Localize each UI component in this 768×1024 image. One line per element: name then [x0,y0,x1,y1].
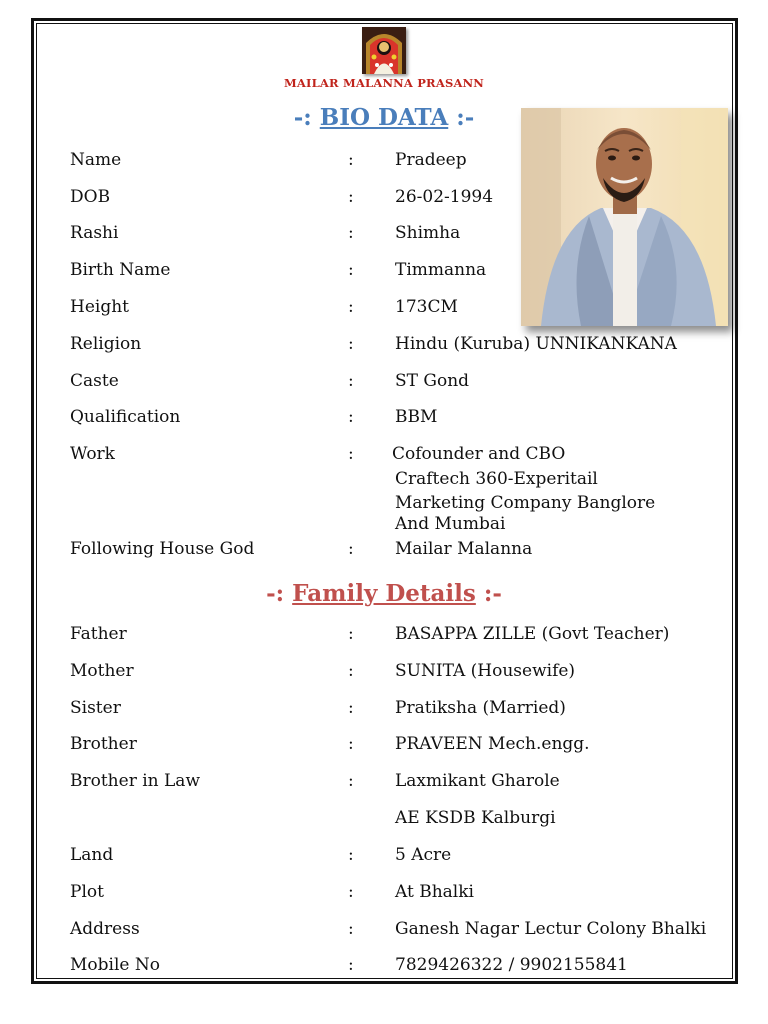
title-text: BIO DATA [319,104,449,131]
field-label: Sister [70,698,121,718]
field-value [395,845,451,866]
field-label: Mother [70,661,134,681]
field-separator: : [348,882,354,902]
field-value-line: At Bhalki [395,882,474,902]
title-prefix: -: [293,104,320,131]
field-value [395,297,458,318]
field-separator: : [348,407,354,427]
profile-photo [521,108,728,326]
field-value-line: ST Gond [395,371,470,391]
field-separator: : [348,845,354,865]
field-value [395,624,669,645]
field-separator: : [348,444,354,464]
field-value-line: BASAPPA ZILLE (Govt Teacher) [395,624,670,644]
field-value [395,808,556,829]
field-value-line: Mailar Malanna [395,539,533,559]
field-value-line: Laxmikant Gharole [395,771,560,791]
field-label: Following House God [70,539,255,559]
field-separator: : [348,955,354,975]
field-value-line: Timmanna [395,260,487,280]
field-value [395,407,437,428]
field-label: Plot [70,882,104,902]
field-value [395,334,677,355]
field-value-line: 173CM [395,297,458,317]
deity-caption: MAILAR MALANNA PRASANN [284,76,484,90]
field-value [395,919,706,940]
field-value-line: Hindu (Kuruba) UNNIKANKANA [395,334,677,354]
field-value [395,771,560,792]
field-value-line: PRAVEEN Mech.engg. [395,734,590,754]
field-separator: : [348,771,354,791]
person-photo-icon [521,108,728,326]
field-label: DOB [70,187,111,207]
field-value [395,698,566,719]
field-label: Religion [70,334,142,354]
field-value-line: Ganesh Nagar Lectur Colony Bhalki [395,919,707,939]
field-value [395,734,590,755]
field-value [395,150,467,171]
field-value [395,260,486,281]
field-value [395,955,628,976]
field-separator: : [348,223,354,243]
field-value [395,371,469,392]
page-title [230,104,538,131]
family-title-suffix: :- [475,580,502,607]
field-label: Land [70,845,114,865]
field-separator: : [348,297,354,317]
field-value [395,187,493,208]
field-separator: : [348,624,354,644]
field-label: Mobile No [70,955,160,975]
field-value-line: 26-02-1994 [395,187,494,207]
field-value-line: SUNITA (Housewife) [395,661,576,681]
field-separator: : [348,371,354,391]
field-value [395,223,460,244]
family-title-prefix: -: [266,580,293,607]
field-value-line: Pradeep [395,150,467,170]
field-label: Qualification [70,407,181,427]
field-value-line: Shimha [395,223,461,243]
field-label: Birth Name [70,260,171,280]
field-value-line: Cofounder and CBO [392,444,566,464]
field-value-line: 5 Acre [395,845,452,865]
field-separator: : [348,919,354,939]
field-separator: : [348,260,354,280]
field-label: Name [70,150,122,170]
field-value [395,882,474,903]
field-value [395,539,532,560]
field-label: Work [70,444,115,464]
field-separator: : [348,150,354,170]
field-value-line: Pratiksha (Married) [395,698,566,718]
field-value-line: AE KSDB Kalburgi [395,808,556,828]
field-label: Father [70,624,127,644]
field-label: Rashi [70,223,119,243]
field-value-line: Marketing Company Banglore [395,493,656,513]
field-label: Brother [70,734,137,754]
field-label: Brother in Law [70,771,200,791]
field-value-line: And Mumbai [395,514,506,534]
family-title-text: Family Details [292,580,476,607]
deity-image [362,27,406,74]
field-separator: : [348,734,354,754]
field-value [395,661,575,682]
field-separator: : [348,661,354,681]
field-label: Caste [70,371,119,391]
field-label: Height [70,297,129,317]
field-label: Address [70,919,140,939]
family-details-title [0,580,768,607]
field-separator: : [348,334,354,354]
field-value-line: BBM [395,407,438,427]
field-separator: : [348,187,354,207]
field-separator: : [348,539,354,559]
field-value-line: 7829426322 / 9902155841 [395,955,628,975]
title-suffix: :- [448,104,475,131]
field-separator: : [348,698,354,718]
field-value-line: Craftech 360-Experitail [395,469,598,489]
